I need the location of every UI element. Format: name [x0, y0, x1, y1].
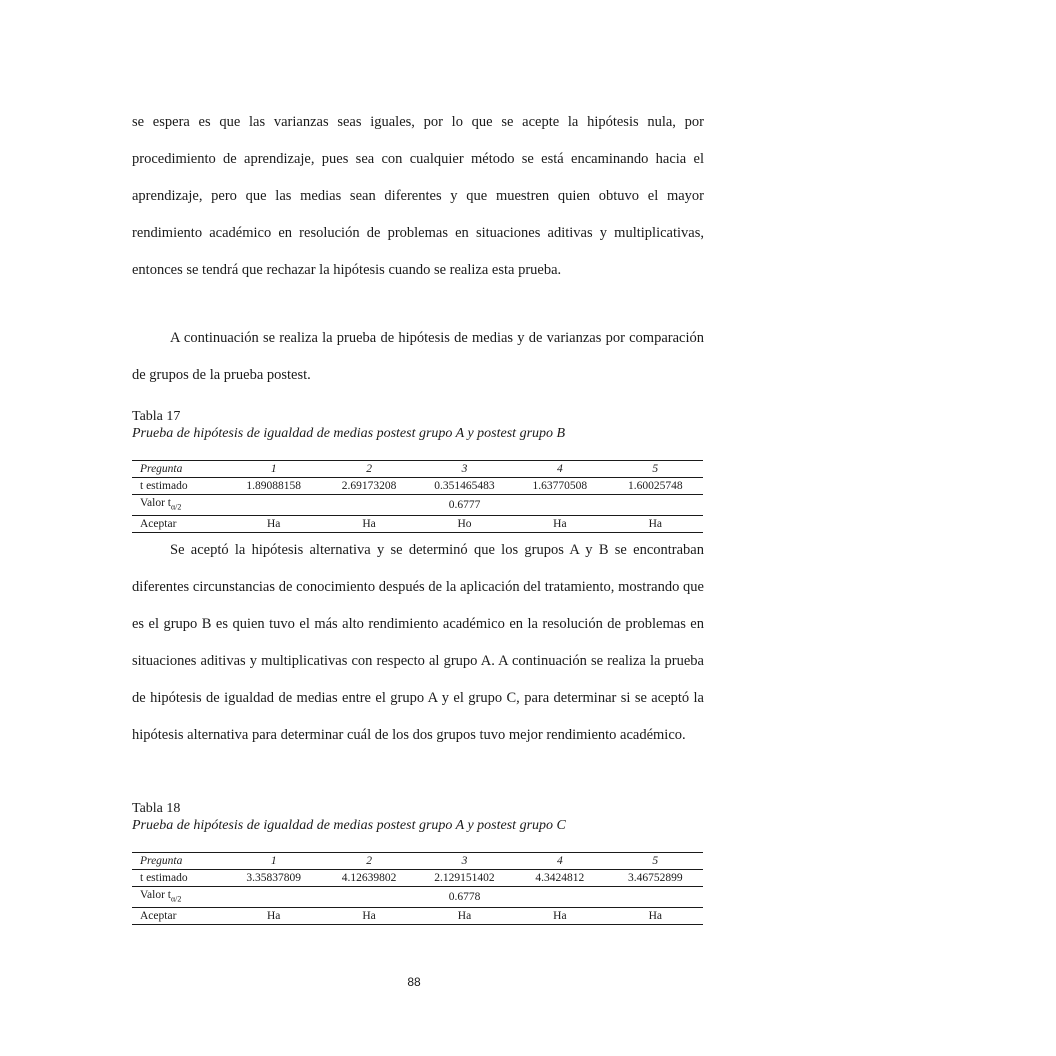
table-cell: Ha: [553, 518, 567, 531]
table-cell: 0.6777: [448, 499, 481, 512]
hypothesis-table-18: [132, 852, 703, 925]
table-cell: 3.35837809: [246, 872, 301, 884]
table-cell: 0.6778: [448, 891, 481, 904]
header-cell: 2: [366, 855, 372, 867]
table-row: [132, 870, 703, 887]
page-number: 88: [407, 975, 421, 989]
table-number: Tabla 18: [132, 801, 181, 816]
table-cell: Ha: [457, 910, 472, 923]
header-cell: Pregunta: [140, 463, 183, 475]
table-cell: 3.46752899: [627, 872, 683, 884]
table-cell: Ha: [362, 910, 376, 923]
valor-subscript: α/2: [170, 502, 182, 512]
valor-subscript: α/2: [170, 894, 182, 904]
header-cell: 3: [461, 463, 468, 475]
header-cell: 5: [652, 463, 659, 475]
table-row: [132, 887, 703, 908]
row-label: [132, 495, 226, 516]
table-cell: Ha: [266, 518, 281, 531]
table-title: Prueba de hipótesis de igualdad de medias postest grupo A y postest grupo B: [132, 426, 566, 441]
table-caption: [132, 800, 712, 834]
table-row: [132, 516, 703, 533]
row-label: [132, 887, 226, 908]
table-cell: 0.351465483: [434, 480, 495, 492]
header-cell: 2: [366, 463, 372, 475]
table-row: [132, 478, 703, 495]
table-cell: 1.63770508: [532, 480, 588, 492]
table-title: Prueba de hipótesis de igualdad de medias postest grupo A y postest grupo C: [132, 818, 566, 833]
table-cell: Ha: [648, 910, 662, 923]
header-cell: 1: [270, 463, 277, 475]
header-cell: Pregunta: [140, 855, 183, 867]
table-cell: Ho: [457, 518, 472, 531]
table-number: Tabla 17: [132, 409, 181, 424]
table-cell: 4.3424812: [535, 872, 585, 884]
row-label: t estimado: [140, 872, 188, 884]
header-cell: 4: [556, 855, 563, 867]
body-paragraph: se espera es que las varianzas seas iguales, por lo que se acepte la hipótesis nula, por procedimiento de aprendizaje, pues sea con cualquier método se está encaminando hacia el aprendizaje, pero que las medias sean diferentes y que muestren quien obtuvo el mayor rendimiento académico en resolución de problemas en situaciones aditivas y multiplicativas, entonces se tendrá que rechazar la hipótesis cuando se realiza esta prueba.: [132, 114, 704, 278]
row-label: Aceptar: [140, 518, 177, 531]
hypothesis-table-17: [132, 460, 703, 533]
valor-label: Valor t: [140, 497, 171, 509]
body-paragraph: Se aceptó la hipótesis alternativa y se determinó que los grupos A y B se encontraban diferentes circunstancias de conocimiento después de la aplicación del tratamiento, mostrando que es el grupo B es quien tuvo el más alto rendimiento académico en la resolución de problemas en situaciones aditivas y multiplicativas con respecto al grupo A. A continuación se realiza la prueba de hipótesis de igualdad de medias entre el grupo A y el grupo C, para determinar si se aceptó la hipótesis alternativa para determinar cuál de los dos grupos tuvo mejor rendimiento académico.: [132, 542, 704, 743]
table-cell: Ha: [648, 518, 662, 531]
header-cell: 4: [556, 463, 563, 475]
valor-label: Valor t: [140, 889, 171, 901]
header-cell: 5: [652, 855, 659, 867]
table-cell: 2.69173208: [341, 480, 397, 492]
table-header-row: [132, 853, 703, 870]
table-cell: 1.89088158: [246, 480, 301, 492]
header-cell: 1: [270, 855, 277, 867]
row-label: t estimado: [140, 480, 188, 492]
row-label: Aceptar: [140, 910, 177, 923]
header-cell: 3: [461, 855, 468, 867]
table-row: [132, 908, 703, 925]
table-cell: Ha: [266, 910, 281, 923]
table-cell: Ha: [553, 910, 567, 923]
table-cell: 2.129151402: [434, 872, 495, 884]
table-cell: 1.60025748: [627, 480, 683, 492]
table-header-row: [132, 461, 703, 478]
table-cell: Ha: [362, 518, 376, 531]
table-caption: [132, 408, 712, 442]
table-row: [132, 495, 703, 516]
table-cell: 4.12639802: [341, 872, 397, 884]
body-paragraph: A continuación se realiza la prueba de hipótesis de medias y de varianzas por comparación de grupos de la prueba postest.: [132, 330, 704, 383]
